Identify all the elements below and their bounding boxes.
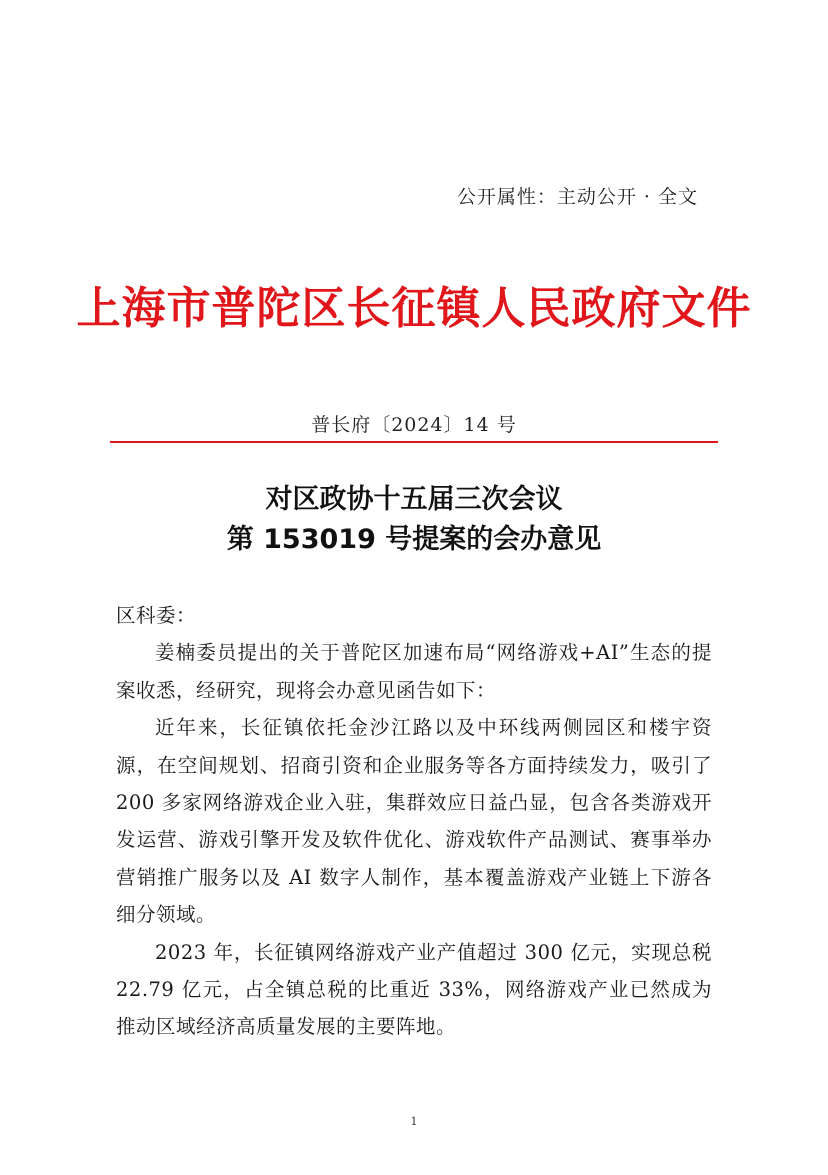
- document-body: [116, 597, 712, 1046]
- page-number: 1: [410, 1115, 418, 1128]
- document-title: [0, 480, 828, 560]
- body-paragraph: 姜楠委员提出的关于普陀区加速布局“网络游戏+AI”生态的提案收悉，经研究，现将会办意见函告如下：: [116, 641, 712, 702]
- title-line-2: 第 153019 号提案的会办意见: [226, 524, 602, 555]
- body-paragraph: 2023 年，长征镇网络游戏产业产值超过 300 亿元，实现总税 22.79 亿元，占全镇总税的比重近 33%，网络游戏产业已然成为推动区域经济高质量发展的主要阵地。: [116, 940, 712, 1039]
- red-separator-line: [110, 441, 718, 443]
- document-number: 普长府〔2024〕14 号: [311, 414, 517, 436]
- disclosure-attribute: 公开属性：主动公开 · 全文: [456, 186, 698, 208]
- issuer-header: 上海市普陀区长征镇人民政府文件: [76, 283, 752, 334]
- body-paragraph: 近年来，长征镇依托金沙江路以及中环线两侧园区和楼宇资源，在空间规划、招商引资和企业服务等各方面持续发力，吸引了 200 多家网络游戏企业入驻，集群效应日益凸显，包含各类游戏开发运营、游戏引擎开发及软件优化、游戏软件产品测试、赛事举办营销推广服务以及 AI 数字人制作，基本覆盖游戏产业链上下游各细分领域。: [116, 716, 712, 927]
- title-line-1: 对区政协十五届三次会议: [265, 484, 563, 515]
- addressee: 区科委：: [116, 604, 197, 627]
